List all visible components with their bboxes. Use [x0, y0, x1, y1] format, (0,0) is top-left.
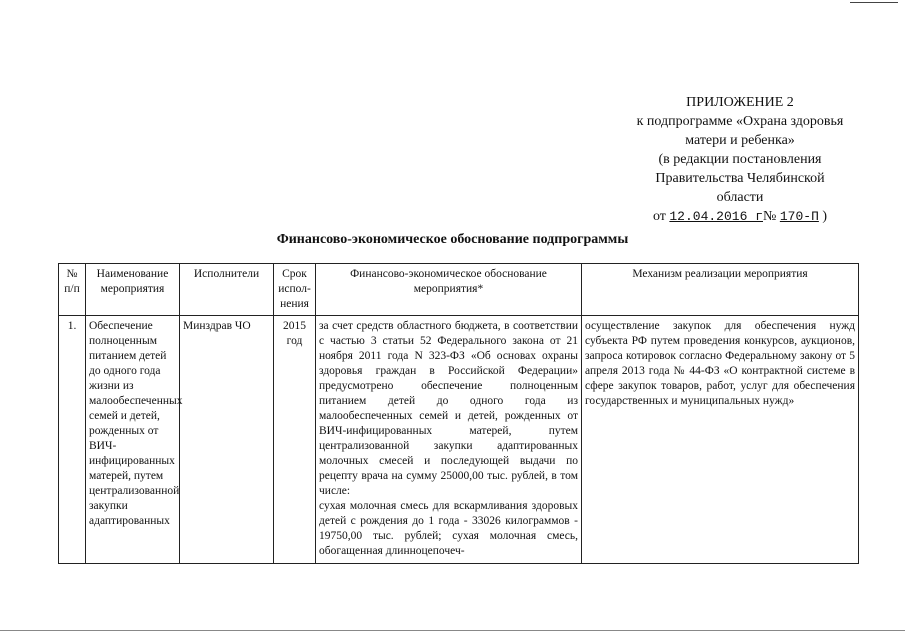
table-header-row	[59, 264, 859, 316]
bottom-rule	[0, 630, 905, 631]
justification-table	[58, 263, 859, 564]
row-term: 2015 год	[274, 316, 316, 564]
column-header-name: Наименование мероприятия	[86, 264, 180, 316]
row-name: Обеспечение полноценным питанием детей до одного года жизни из малообеспеченных семей и детей, рожденных от ВИЧ-инфицированных матерей, путем централизованной закупки адаптированных	[86, 316, 180, 564]
appendix-subtitle-5: области	[716, 190, 764, 205]
document-title: Финансово-экономическое обоснование подпрограммы	[276, 232, 629, 247]
row-justification-text: за счет средств областного бюджета, в соответствии с частью 3 статьи 52 Федерального закона от 21 ноября 2011 года N 323-ФЗ «Об основах охраны здоровья граждан в Российской Федерации» предусмотрено обеспечение полноценным питанием детей до одного года из малообеспеченных семей и детей, рожденных от ВИЧ-инфицированных матерей, путем централизованной закупки адаптированных молочных смесей и последующей выдачи по рецепту врача на сумму 25000,00 тыс. рублей, в том числе:	[319, 320, 578, 497]
corner-rule	[850, 2, 898, 3]
row-executor: Минздрав ЧО	[180, 316, 274, 564]
column-header-term: Срок испол-нения	[274, 264, 316, 316]
appendix-title: ПРИЛОЖЕНИЕ 2	[686, 95, 794, 110]
appendix-subtitle-4: Правительства Челябинской	[655, 171, 825, 186]
appendix-subtitle-2: матери и ребенка»	[685, 133, 795, 148]
closing-paren: )	[822, 209, 828, 224]
number-sign: №	[763, 209, 777, 224]
date-value: 12.04.2016 г	[669, 209, 763, 224]
appendix-date-line	[600, 207, 880, 226]
row-justification-continued: сухая молочная смесь для вскармливания здоровых детей с рождения до 1 года - 33026 килограммов - 19750,00 тыс. рублей; сухая молочная смесь, обогащенная длинноцепочеч-	[319, 500, 578, 557]
row-justification	[316, 316, 582, 564]
appendix-header	[600, 93, 880, 226]
column-header-num: № п/п	[59, 264, 86, 316]
column-header-executor: Исполнители	[180, 264, 274, 316]
appendix-subtitle-1: к подпрограмме «Охрана здоровья	[636, 114, 844, 129]
date-prefix: от	[652, 209, 666, 224]
table-row	[59, 316, 859, 564]
column-header-mechanism: Механизм реализации мероприятия	[582, 264, 859, 316]
row-mechanism: осуществление закупок для обеспечения нужд субъекта РФ путем проведения конкурсов, аукционов, запроса котировок согласно Федеральному закону от 5 апреля 2013 года № 44-ФЗ «О контрактной системе в сфере закупок товаров, работ, услуг для обеспечения государственных и муниципальных нужд»	[582, 316, 859, 564]
appendix-subtitle-3: (в редакции постановления	[658, 152, 822, 167]
row-num: 1.	[59, 316, 86, 564]
number-value: 170-П	[779, 209, 819, 224]
column-header-justification: Финансово-экономическое обоснование мероприятия*	[316, 264, 582, 316]
